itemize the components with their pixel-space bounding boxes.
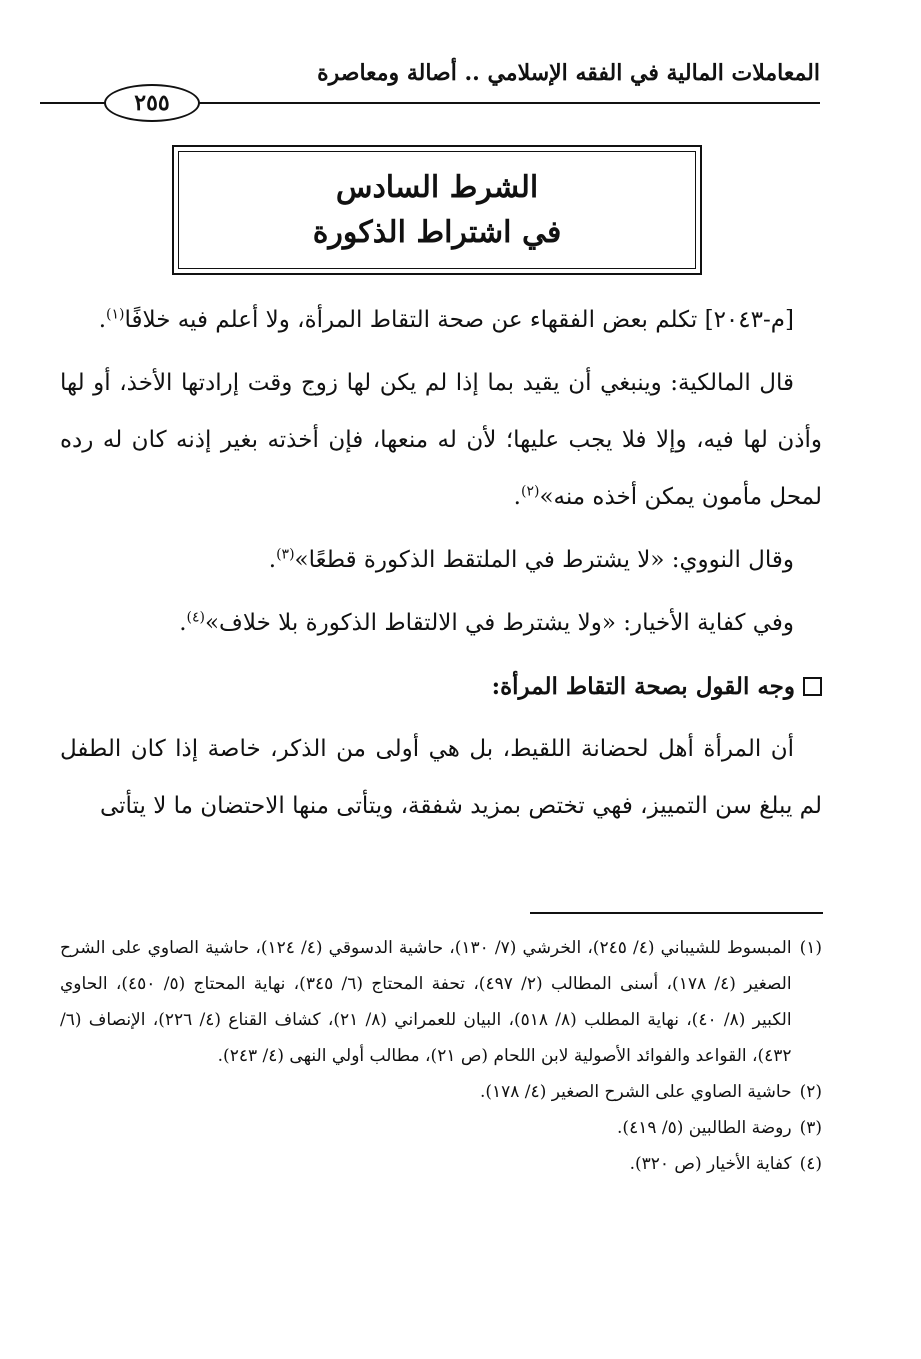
paragraph-5 [60,721,822,835]
footnote-ref-2: (٢) [520,483,540,500]
page-number: ٢٥٥ [104,84,200,122]
paragraph-3-text: وقال النووي: «لا يشترط في الملتقط الذكورة قطعًا» [294,547,794,573]
section-title-frame [178,151,696,269]
paragraph-3-end: . [268,547,277,573]
paragraph-5-text: أن المرأة أهل لحضانة اللقيط، بل هي أولى من الذكر، خاصة إذا كان الطفل لم يبلغ سن التمييز، فهي تختص بمزيد شفقة، ويتأتى منها الاحتضان ما لا يتأتى [60,736,822,819]
footnote-ref-1: (١) [106,306,125,323]
page-header [40,58,820,128]
footnote-2 [60,1074,822,1110]
body-text [60,292,822,841]
paragraph-2-end: . [513,484,521,510]
paragraph-3 [60,532,822,589]
footnote-separator [530,912,823,914]
subheading-text: وجه القول بصحة التقاط المرأة: [491,673,795,700]
running-title: المعاملات المالية في الفقه الإسلامي .. أصالة ومعاصرة [317,60,820,86]
footnote-ref-3: (٣) [276,546,295,563]
footnote-4 [60,1146,822,1182]
footnote-number: (١) [799,938,822,958]
footnote-number: (٢) [799,1082,822,1102]
paragraph-4-end: . [179,610,187,636]
paragraph-2 [60,355,822,526]
footnotes [60,930,822,1182]
paragraph-4 [60,595,822,652]
paragraph-2-text: قال المالكية: وينبغي أن يقيد بما إذا لم يكن لها زوج وقت إرادتها الأخذ، أو لها وأذن لها فيه، وإلا فلا يجب عليها؛ لأن له منعها، فإن أخذته بغير إذنه كان له رده لمحل مأمون يمكن أخذه منه» [60,370,822,510]
footnote-1 [60,930,822,1074]
subheading [60,658,822,715]
section-title-line-2: في اشتراط الذكورة [312,215,562,250]
footnote-text: كفاية الأخيار (ص ٣٢٠). [629,1154,792,1174]
section-title-line-1: الشرط السادس [335,170,539,205]
square-bullet-icon [803,677,822,696]
section-title-box [172,145,702,275]
paragraph-1-end: . [98,307,106,333]
footnote-text: روضة الطالبين (٥/ ٤١٩). [617,1118,792,1138]
footnote-number: (٤) [799,1154,822,1174]
footnote-text: حاشية الصاوي على الشرح الصغير (٤/ ١٧٨). [479,1082,792,1102]
footnote-text: المبسوط للشيباني (٤/ ٢٤٥)، الخرشي (٧/ ١٣٠)، حاشية الدسوقي (٤/ ١٢٤)، حاشية الصاوي على الشرح الصغير (٤/ ١٧٨)، أسنى المطالب (٢/ ٤٩٧)، تحفة المحتاج (٦/ ٣٤٥)، نهاية المحتاج (٥/ ٤٥٠)، الحاوي الكبير (٨/ ٤٠)، نهاية المطلب (٨/ ٥١٨)، البيان للعمراني (٨/ ٢١)، كشاف القناع (٤/ ٢٢٦)، الإنصاف (٦/ ٤٣٢)، القواعد والفوائد الأصولية لابن اللحام (ص ٢١)، مطالب أولي النهى (٤/ ٢٤٣). [60,938,792,1066]
paragraph-1 [60,292,822,349]
footnote-ref-4: (٤) [186,609,205,626]
paragraph-1-text: [م-٢٠٤٣] تكلم بعض الفقهاء عن صحة التقاط المرأة، ولا أعلم فيه خلافًا [124,307,794,333]
footnote-number: (٣) [799,1118,822,1138]
paragraph-4-text: وفي كفاية الأخيار: «ولا يشترط في الالتقاط الذكورة بلا خلاف» [204,610,794,636]
footnote-3 [60,1110,822,1146]
